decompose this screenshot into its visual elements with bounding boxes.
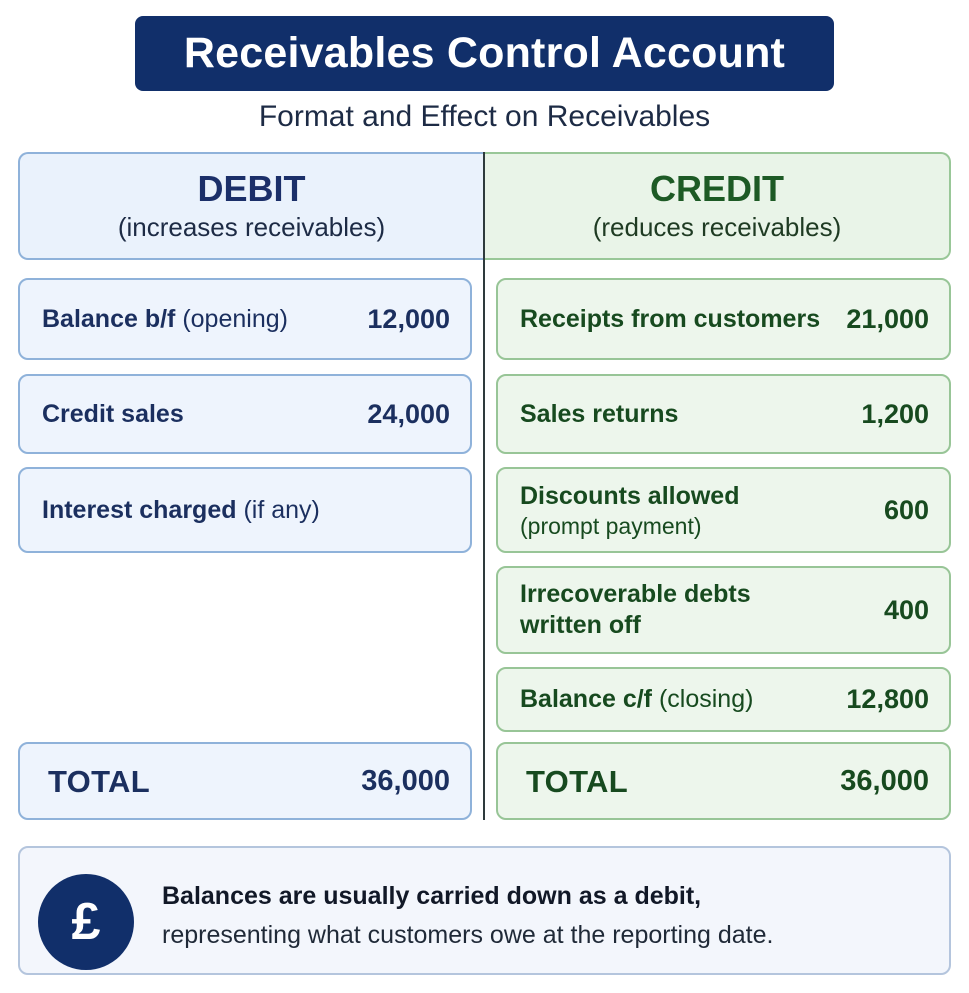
note-line-1: Balances are usually carried down as a debit, <box>162 882 702 910</box>
debit-row-label <box>42 495 320 526</box>
credit-row-balance-cf <box>496 667 951 732</box>
row-label-suffix: (closing) <box>652 685 754 713</box>
row-label-text: Credit sales <box>42 399 184 428</box>
debit-row-balance-bf <box>18 278 472 360</box>
row-label-suffix: (opening) <box>175 304 288 333</box>
credit-row-amount: 400 <box>883 594 929 625</box>
debit-row-amount: 12,000 <box>367 303 450 334</box>
total-label-text: TOTAL <box>48 763 150 799</box>
credit-row-label <box>520 481 739 540</box>
row-label-text: Sales returns <box>520 399 679 428</box>
debit-row-credit-sales <box>18 374 472 454</box>
credit-subheading: (reduces receivables) <box>592 212 842 242</box>
note-line-2: representing what customers owe at the reporting date. <box>162 921 774 949</box>
credit-row-amount: 1,200 <box>861 398 929 429</box>
credit-row-irrecoverable-debts <box>496 566 951 654</box>
note-box <box>18 846 951 975</box>
credit-total-label <box>526 763 628 799</box>
credit-heading: CREDIT <box>650 168 784 209</box>
debit-total-row <box>18 742 472 820</box>
column-divider <box>483 152 485 820</box>
debit-row-amount: 24,000 <box>367 398 450 429</box>
debit-header <box>18 152 483 260</box>
credit-total-amount: 36,000 <box>840 764 929 797</box>
credit-row-label <box>520 304 820 335</box>
row-label-text: Discounts allowed <box>520 481 740 510</box>
credit-row-amount: 600 <box>883 494 929 525</box>
row-label-text: Irrecoverable debts <box>520 580 751 608</box>
row-label-text: Interest charged <box>42 495 237 524</box>
page-title: Receivables Control Account <box>183 29 786 77</box>
credit-header <box>485 152 951 260</box>
credit-row-label <box>520 579 751 641</box>
row-label-suffix: (if any) <box>236 495 320 524</box>
pound-icon <box>38 874 134 970</box>
debit-heading: DEBIT <box>197 168 306 209</box>
row-label-line2: (prompt payment) <box>520 512 702 539</box>
credit-row-amount: 21,000 <box>846 303 929 334</box>
credit-row-receipts <box>496 278 951 360</box>
title-banner <box>135 16 834 91</box>
credit-row-amount: 12,800 <box>846 684 929 714</box>
page-subtitle: Format and Effect on Receivables <box>258 100 711 133</box>
credit-row-label <box>520 684 753 715</box>
row-label-line2: written off <box>520 611 641 639</box>
credit-row-label <box>520 399 678 430</box>
row-label-text: Balance b/f <box>42 304 176 333</box>
debit-total-amount: 36,000 <box>361 764 450 797</box>
pound-glyph: £ <box>71 893 101 951</box>
debit-row-interest <box>18 467 472 553</box>
total-label-text: TOTAL <box>526 763 628 799</box>
credit-row-sales-returns <box>496 374 951 454</box>
debit-row-label <box>42 399 184 430</box>
row-label-text: Receipts from customers <box>520 304 821 333</box>
debit-row-label <box>42 304 288 335</box>
debit-subheading: (increases receivables) <box>117 212 386 242</box>
debit-total-label <box>48 763 150 799</box>
credit-total-row <box>496 742 951 820</box>
row-label-text: Balance c/f <box>520 685 653 713</box>
credit-row-discounts-allowed <box>496 467 951 553</box>
